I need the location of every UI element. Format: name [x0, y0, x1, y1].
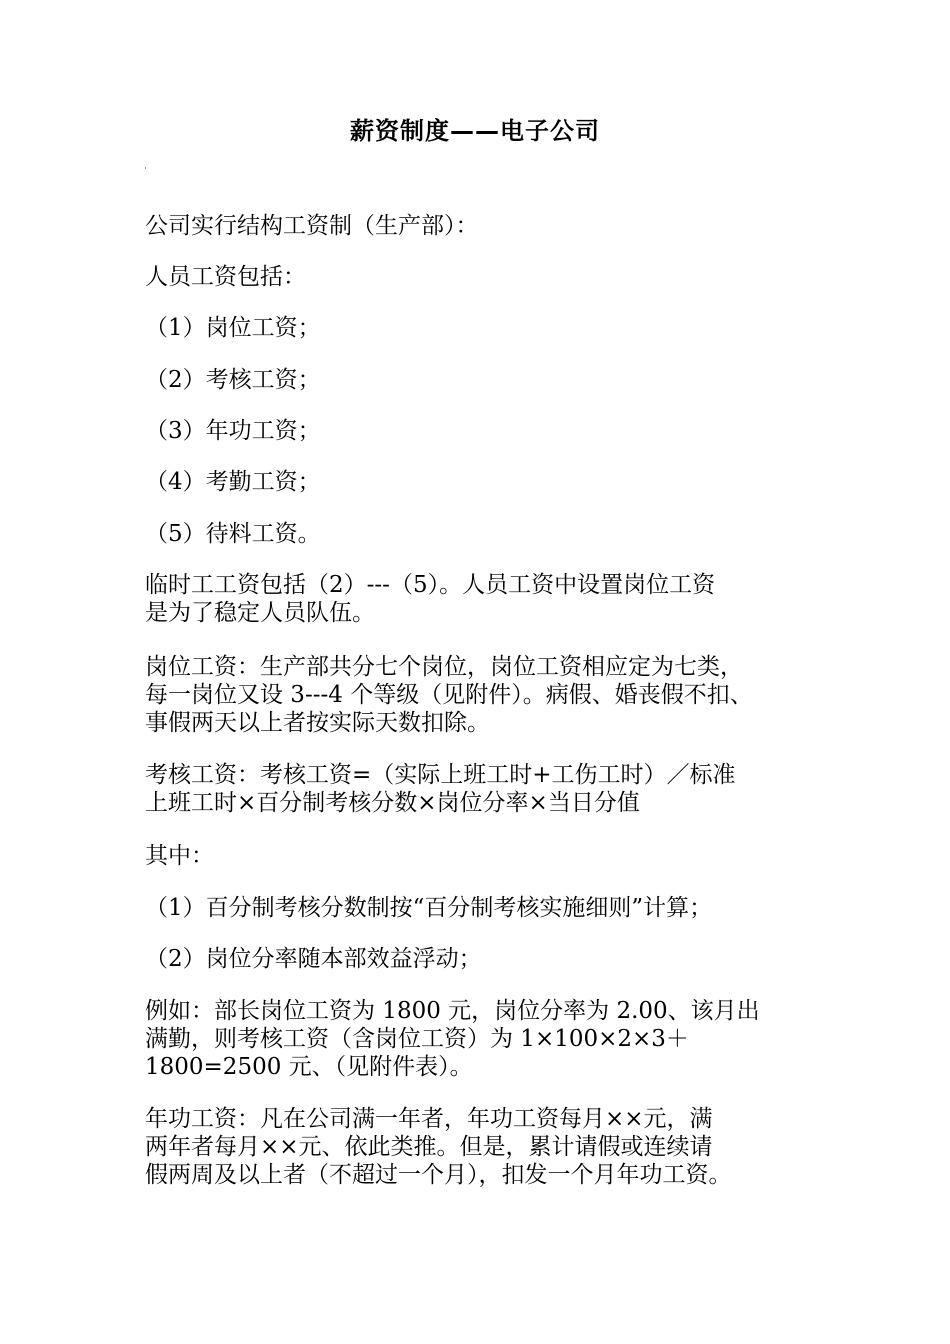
paragraph-example	[145, 997, 835, 1081]
paragraph-intro	[145, 212, 835, 240]
text-line: 两年者每月××元、依此类推。但是，累计请假或连续请	[145, 1134, 713, 1160]
paragraph-position-salary	[145, 653, 835, 737]
text-line: （2）岗位分率随本部效益浮动；	[145, 946, 482, 972]
text-line: （2）考核工资；	[145, 367, 321, 393]
text-line: 人员工资包括：	[145, 264, 306, 290]
text-line: 考核工资：考核工资=（实际上班工时+工伤工时）／标准	[145, 762, 736, 788]
text-line: 公司实行结构工资制（生产部）：	[145, 213, 479, 239]
paragraph-temp-workers	[145, 571, 835, 627]
list-item-2	[145, 366, 835, 394]
text-line: 每一岗位又设 3---4 个等级（见附件）。病假、婚丧假不扣、	[145, 682, 753, 708]
text-line: 1800=2500 元、（见附件表）。	[145, 1054, 473, 1080]
sublist-item-2	[145, 945, 835, 973]
text-line: （5）待料工资。	[145, 521, 321, 547]
paragraph-assessment-salary	[145, 761, 835, 817]
text-line: （1）岗位工资；	[145, 315, 321, 341]
sublist-item-1	[145, 894, 835, 922]
document-title: 薪资制度——电子公司	[350, 117, 600, 145]
text-line: 其中：	[145, 843, 214, 869]
list-item-1	[145, 314, 835, 342]
text-line: 事假两天以上者按实际天数扣除。	[145, 710, 490, 736]
text-line: 假两周及以上者（不超过一个月），扣发一个月年功工资。	[145, 1162, 732, 1188]
text-line: 岗位工资：生产部共分七个岗位，岗位工资相应定为七类，	[145, 654, 743, 680]
paragraph-among-which	[145, 842, 835, 870]
paragraph-salary-items-heading	[145, 263, 835, 291]
text-line: 年功工资：凡在公司满一年者，年功工资每月××元，满	[145, 1106, 713, 1132]
text-line: （3）年功工资；	[145, 418, 321, 444]
text-line: 上班工时×百分制考核分数×岗位分率×当日分值	[145, 790, 640, 816]
text-line: 是为了稳定人员队伍。	[145, 600, 375, 626]
list-item-3	[145, 417, 835, 445]
text-line: （1）百分制考核分数制按“百分制考核实施细则”计算；	[145, 895, 713, 921]
paragraph-seniority-salary	[145, 1105, 835, 1189]
text-line: 满勤，则考核工资（含岗位工资）为 1×100×2×3＋	[145, 1026, 689, 1052]
text-line: （4）考勤工资；	[145, 469, 321, 495]
text-line: 例如：部长岗位工资为 1800 元，岗位分率为 2.00、该月出	[145, 998, 760, 1024]
list-item-4	[145, 468, 835, 496]
list-item-5	[145, 520, 835, 548]
decorative-dot	[145, 167, 146, 169]
text-line: 临时工工资包括（2）---（5）。人员工资中设置岗位工资	[145, 572, 716, 598]
